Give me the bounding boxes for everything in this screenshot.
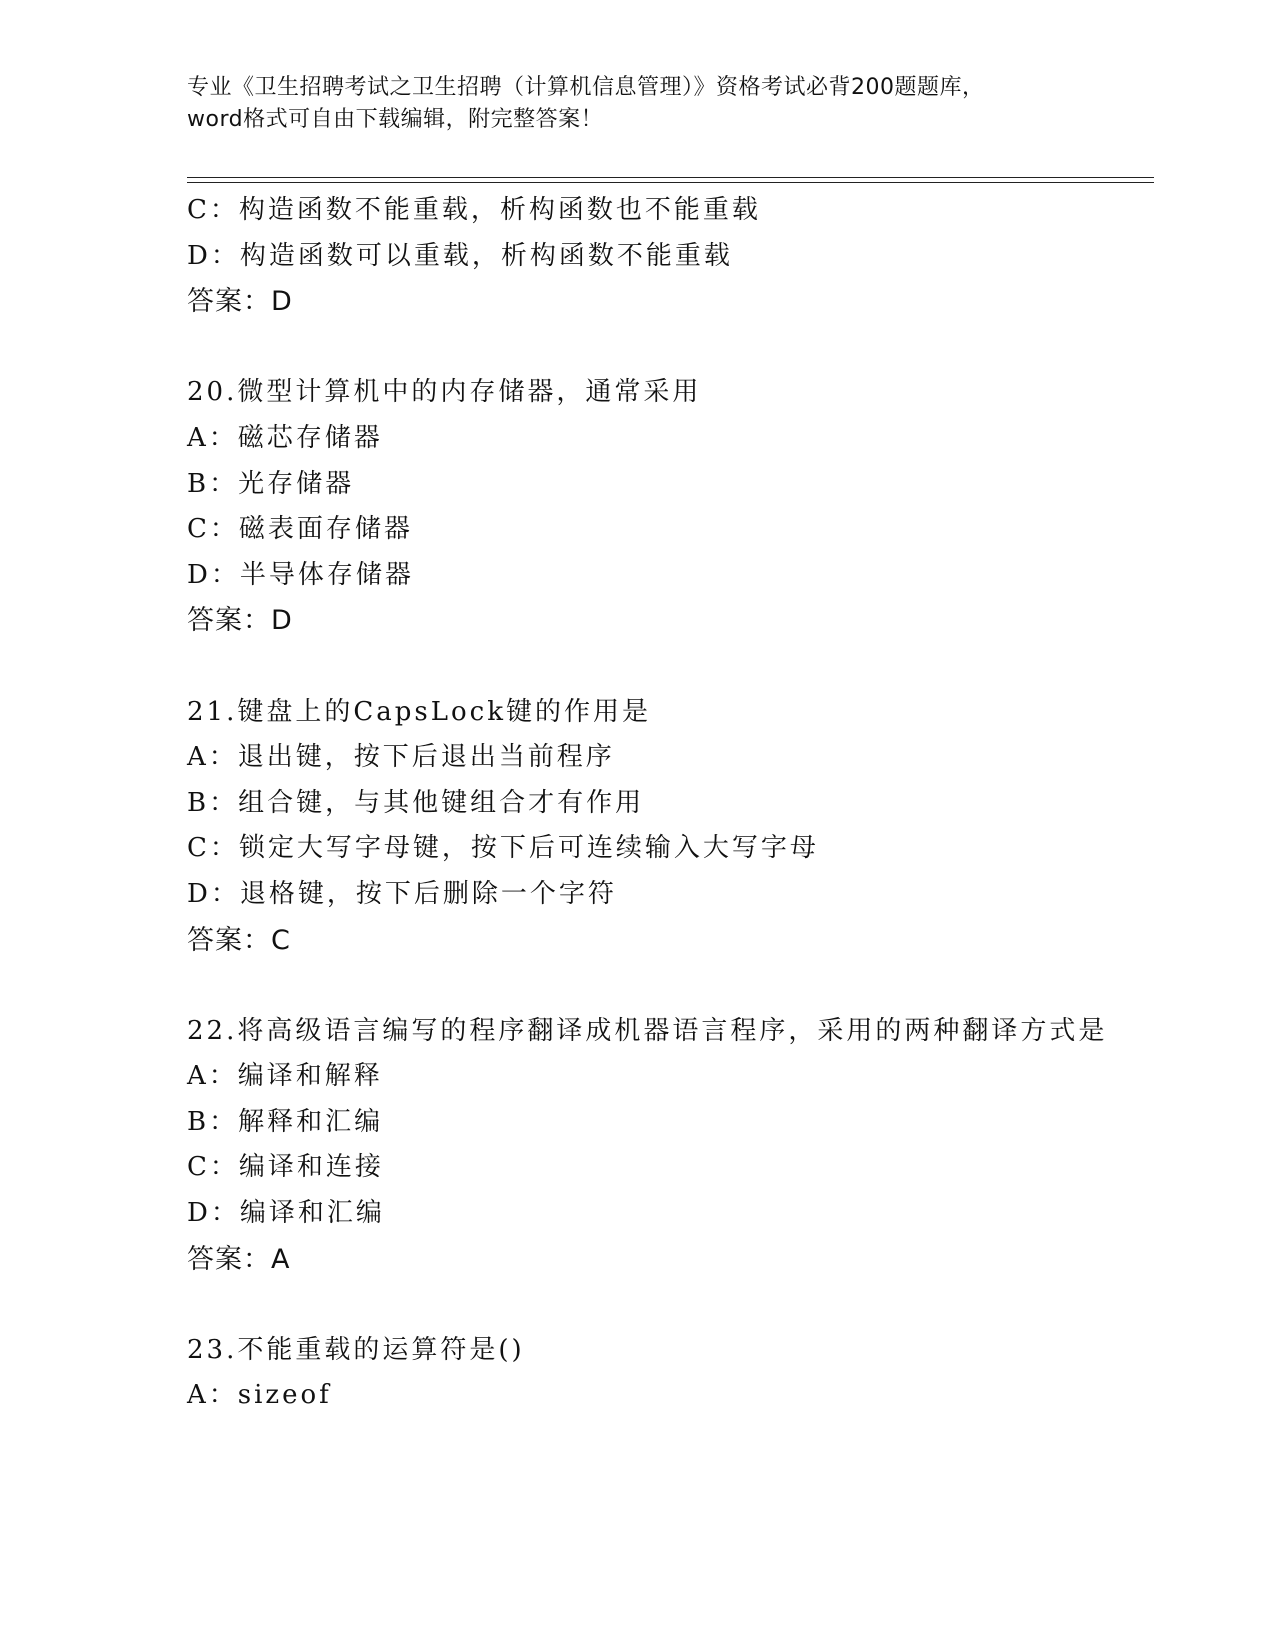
answer-line: 答案：C xyxy=(187,924,291,956)
header-subtitle-line: word格式可自由下载编辑，附完整答案！ xyxy=(187,107,604,132)
option-c: C：锁定大写字母键，按下后可连续输入大写字母 xyxy=(187,833,819,864)
option-a: A：编译和解释 xyxy=(187,1061,383,1092)
header-divider-bottom xyxy=(187,182,1154,183)
spacer xyxy=(187,325,1137,371)
option-a: A：退出键，按下后退出当前程序 xyxy=(187,742,615,773)
option-d: D：退格键，按下后删除一个字符 xyxy=(187,878,617,909)
question-stem: 20.微型计算机中的内存储器，通常采用 xyxy=(187,377,702,408)
question-23 xyxy=(187,1328,1137,1419)
option-c: C：编译和连接 xyxy=(187,1152,384,1183)
question-20 xyxy=(187,370,1137,644)
question-list xyxy=(187,188,1137,1419)
answer-line: 答案：D xyxy=(187,605,293,637)
header-divider-top xyxy=(187,177,1154,178)
option-a: A：磁芯存储器 xyxy=(187,422,383,453)
option-b: B：光存储器 xyxy=(187,468,355,499)
question-stem: 23.不能重载的运算符是() xyxy=(187,1334,525,1365)
header-title-line: 专业《卫生招聘考试之卫生招聘（计算机信息管理）》资格考试必背200题题库， xyxy=(187,75,985,100)
option-d: D：半导体存储器 xyxy=(187,559,414,590)
spacer xyxy=(187,1282,1137,1328)
option-d: D：构造函数可以重载，析构函数不能重载 xyxy=(187,240,733,271)
question-21 xyxy=(187,690,1137,964)
question-19-tail xyxy=(187,188,1137,325)
answer-line: 答案：A xyxy=(187,1243,291,1275)
question-22 xyxy=(187,1009,1137,1283)
option-a: A：sizeof xyxy=(187,1380,332,1411)
option-b: B：解释和汇编 xyxy=(187,1106,384,1137)
spacer xyxy=(187,644,1137,690)
option-b: B：组合键，与其他键组合才有作用 xyxy=(187,787,645,818)
option-c: C：磁表面存储器 xyxy=(187,514,413,545)
option-c: C：构造函数不能重载，析构函数也不能重载 xyxy=(187,195,761,225)
question-stem: 22.将高级语言编写的程序翻译成机器语言程序，采用的两种翻译方式是 xyxy=(187,1015,1108,1046)
option-d: D：编译和汇编 xyxy=(187,1198,385,1229)
document-header xyxy=(187,72,1087,136)
spacer xyxy=(187,963,1137,1009)
question-stem: 21.键盘上的CapsLock键的作用是 xyxy=(187,696,651,727)
answer-line: 答案：D xyxy=(187,286,293,318)
